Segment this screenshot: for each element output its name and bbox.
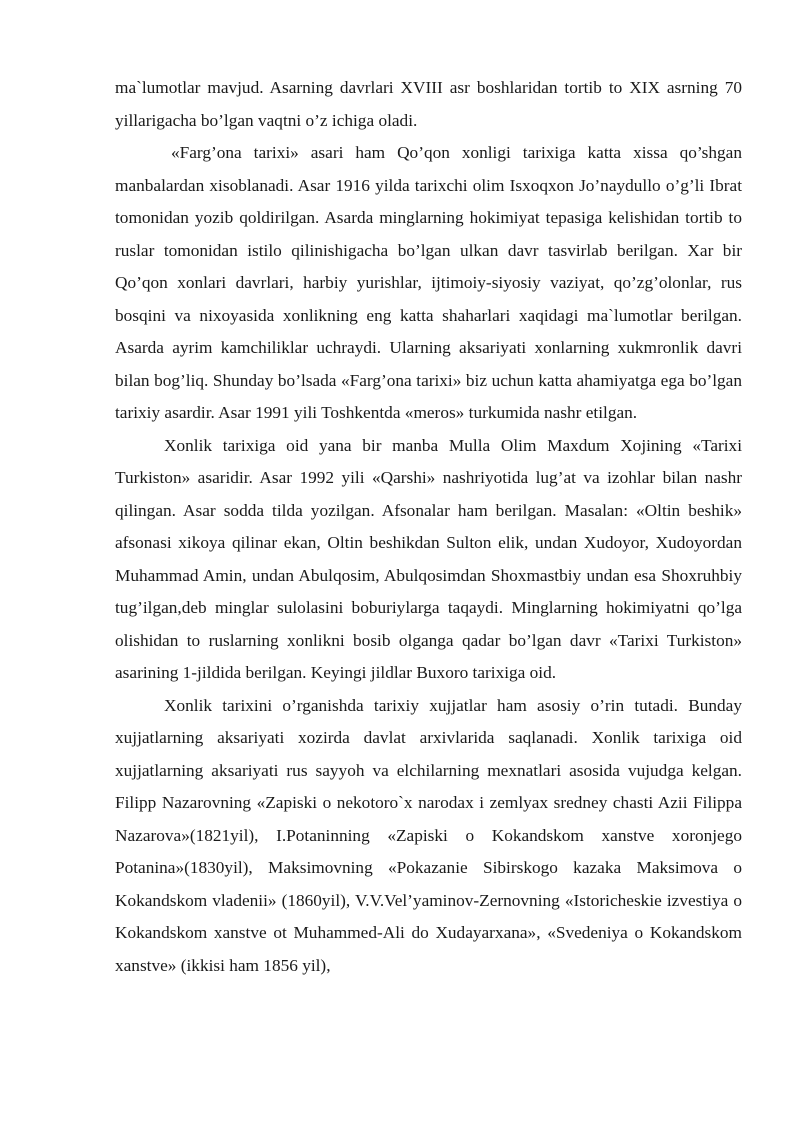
document-body [115,72,742,982]
paragraph-3: Xonlik tarixiga oid yana bir manba Mulla Olim Maxdum Xojining «Tarixi Turkiston» asaridir. Asar 1992 yili «Qarshi» nashriyotida lug’at va izohlar bilan nashr qilingan. Asar sodda tilda yozilgan. Afsonalar ham berilgan. Masalan: «Oltin beshik» afsonasi xikoya qilinar ekan, Oltin beshikdan Sulton elik, undan Xudoyor, Xudoyordan Muhammad Amin, undan Abulqosim, Abulqosimdan Shoxmastbiy undan esa Shoxruhbiy tug’ilgan,deb minglar sulolasini boburiylarga taqaydi. Minglarning hokimiyatni qo’lga olishidan to ruslarning xonlikni bosib olganga qadar bo’lgan davr «Tarixi Turkiston» asarining 1-jildida berilgan. Keyingi jildlar Buxoro tarixiga oid. [115,435,742,682]
paragraph-1: ma`lumotlar mavjud. Asarning davrlari XVIII asr boshlaridan tortib to XIX asrning 70 yillarigacha bo’lgan vaqtni o’z ichiga oladi. [115,78,742,130]
paragraph-2: «Farg’ona tarixi» asari ham Qo’qon xonligi tarixiga katta xissa qo’shgan manbalardan xisoblanadi. Asar 1916 yilda tarixchi olim Isxoqxon Jo’naydullo o’g’li Ibrat tomonidan yozib qoldirilgan. Asarda minglarning hokimiyat tepasiga kelishidan tortib to ruslar tomonidan istilo qilinishigacha bo’lgan ulkan davr tasvirlab berilgan. Xar bir Qo’qon xonlari davrlari, harbiy yurishlar, ijtimoiy-siyosiy vaziyat, qo’zg’olonlar, rus bosqini va nixoyasida xonlikning eng katta shaharlari xaqidagi ma`lumotlar berilgan. Asarda ayrim kamchiliklar uchraydi. Ularning aksariyati xonlarning xukmronlik davri bilan bog’liq. Shunday bo’lsada «Farg’ona tarixi» biz uchun katta ahamiyatga ega bo’lgan tarixiy asardir. Asar 1991 yili Toshkentda «meros» turkumida nashr etilgan. [115,143,742,422]
paragraph-4: Xonlik tarixini o’rganishda tarixiy xujjatlar ham asosiy o’rin tutadi. Bunday xujjatlarning aksariyati xozirda davlat arxivlarida saqlanadi. Xonlik tarixiga oid xujjatlarning aksariyati rus sayyoh va elchilarning mexnatlari asosida vujudga kelgan. Filipp Nazarovning «Zapiski o nekotoro`x narodax i zemlyax sredney chasti Azii Filippa Nazarova»(1821yil), I.Potaninning «Zapiski o Kokandskom xanstve xoronjego Potanina»(1830yil), Maksimovning «Pokazanie Sibirskogo kazaka Maksimova o Kokandskom vladenii» (1860yil), V.V.Vel’yaminov-Zernovning «Istoricheskie izvestiya o Kokandskom xanstve ot Muhammed-Ali do Xudayarxana», «Svedeniya o Kokandskom xanstve» (ikkisi ham 1856 yil), [115,695,742,975]
